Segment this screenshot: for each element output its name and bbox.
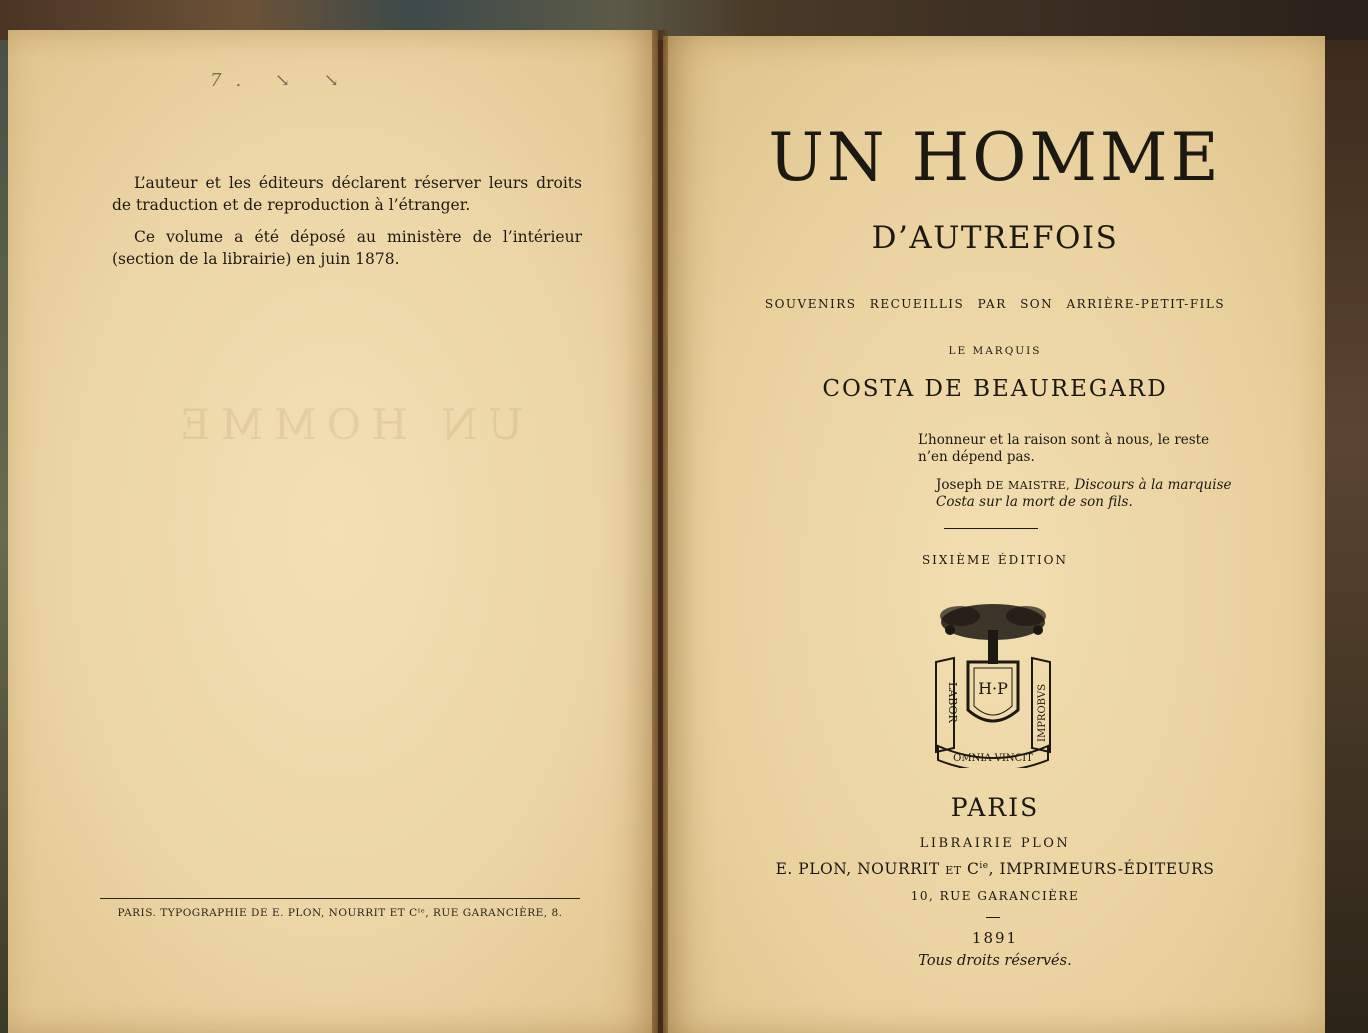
rights-reserved: Tous droits réservés.	[918, 953, 1072, 969]
publisher-start: E. PLON, NOURRIT	[775, 860, 940, 878]
book-title: UN HOMME	[768, 119, 1222, 196]
emblem-monogram: H·P	[978, 679, 1008, 698]
emblem-bottom-band: OMNIA VINCIT	[953, 753, 1033, 764]
pencil-note: 7. ↘ ↘	[210, 70, 353, 91]
attribution-name: Joseph	[936, 477, 982, 493]
publisher-sup: ie	[979, 860, 989, 871]
publication-city: PARIS	[950, 793, 1040, 822]
publisher-emblem	[930, 600, 1056, 768]
publisher-end: , IMPRIMEURS-ÉDITEURS	[988, 860, 1215, 878]
rights-notice	[112, 172, 582, 280]
publisher-et: ET	[945, 864, 962, 877]
attribution-work: Discours à la marquise Costa sur la mort de son fils.	[936, 477, 1232, 510]
publisher-line	[700, 860, 1290, 878]
rights-paragraph-1: L’auteur et les éditeurs déclarent réserver leurs droits de traduction et de reproduction à l’étranger.	[112, 174, 582, 214]
epigraph: L’honneur et la raison sont à nous, le reste n’en dépend pas.	[918, 432, 1210, 465]
author-title: LE MARQUIS	[948, 345, 1042, 357]
emblem-left-band: LABOR	[946, 682, 959, 723]
printer-imprint: PARIS. TYPOGRAPHIE DE E. PLON, NOURRIT ET Cᴵᵉ, RUE GARANCIÈRE, 8.	[117, 907, 563, 919]
librairie-label: LIBRAIRIE PLON	[919, 836, 1071, 851]
emblem-right-band: IMPROBVS	[1037, 683, 1048, 742]
author-name: COSTA DE BEAUREGARD	[822, 376, 1168, 402]
publisher-address: 10, RUE GARANCIÈRE	[910, 889, 1080, 903]
book-subtitle: D’AUTREFOIS	[871, 220, 1119, 256]
bleed-through-text: UN HOMME	[170, 400, 524, 449]
divider-rule	[944, 528, 1038, 529]
imprint-rule	[100, 898, 580, 899]
attribution-particle: DE MAISTRE,	[986, 479, 1071, 492]
publisher-c: C	[967, 860, 980, 878]
edition-label: SIXIÈME ÉDITION	[921, 553, 1069, 567]
publication-year: 1891	[971, 929, 1019, 947]
book-gutter	[652, 30, 668, 1033]
rights-paragraph-2: Ce volume a été déposé au ministère de l’intérieur (section de la librairie) en juin 1878.	[112, 228, 582, 268]
epigraph-attribution	[936, 477, 1236, 511]
book-binding-right	[1318, 40, 1368, 1033]
small-divider	[986, 917, 1000, 918]
souvenirs-line: SOUVENIRS RECUEILLIS PAR SON ARRIÈRE-PETIT-FILS	[764, 297, 1226, 311]
